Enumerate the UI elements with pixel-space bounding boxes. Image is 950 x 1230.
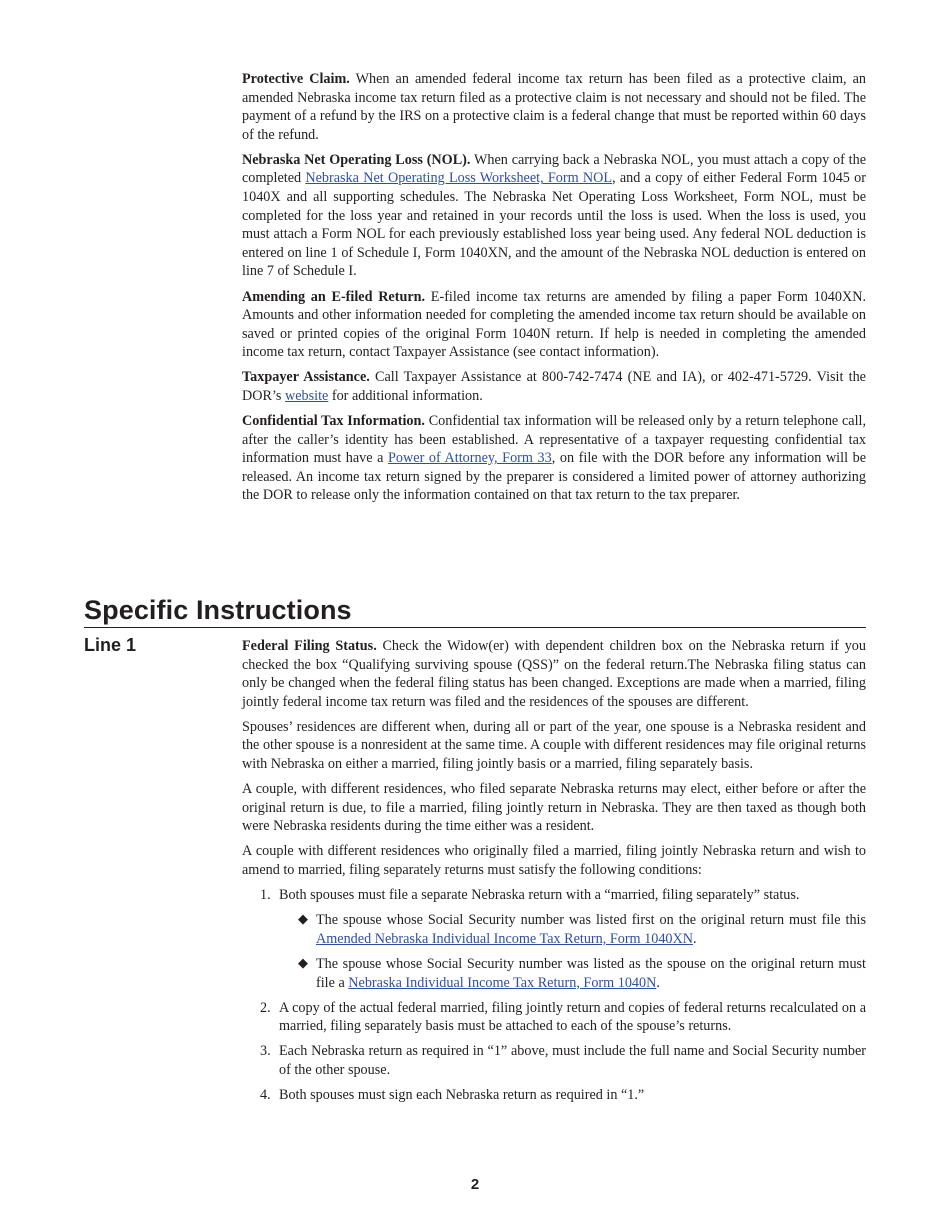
condition-1-bullets	[279, 911, 866, 992]
amending-efiled-heading: Amending an E-filed Return.	[242, 288, 426, 305]
condition-text: Each Nebraska return as required in “1” above, must include the full name and Social Security number of the other spouse.	[279, 1043, 866, 1078]
nol-text-start: When carrying back a Nebraska NOL, you must attach a copy of the completed	[242, 151, 866, 187]
bullet-item	[279, 955, 866, 992]
bullet-text-end: .	[656, 974, 660, 991]
page-number: 2	[470, 1176, 480, 1193]
condition-number: 1.	[260, 887, 271, 904]
taxpayer-assistance-heading: Taxpayer Assistance.	[242, 369, 370, 386]
protective-claim-heading: Protective Claim.	[242, 71, 350, 87]
condition-item	[242, 886, 866, 992]
separate-returns-paragraph: A couple, with different residences, who filed separate Nebraska returns may elect, either before or after the original return is due, to file a married, filing jointly return in Nebraska. They are then taxed as though both were Nebraska residents during the time either was a resident.	[242, 781, 866, 835]
bullet-text-start: The spouse whose Social Security number was listed first on the original return must file this	[316, 912, 866, 929]
line-1-label: Line 1	[84, 635, 137, 655]
diamond-bullet-icon: ◆	[298, 912, 308, 928]
taxpayer-assistance-text-end: for additional information.	[328, 388, 483, 404]
conditions-intro-paragraph: A couple with different residences who originally filed a married, filing jointly Nebraska return and wish to amend to married, filing separately returns must satisfy the following conditions:	[242, 843, 866, 879]
condition-text: Both spouses must sign each Nebraska return as required in “1.”	[279, 1086, 645, 1103]
nol-text-end: , and a copy of either Federal Form 1045 or 1040X and all supporting schedules. The Nebraska Net Operating Loss Worksheet, Form NOL, must be completed for the loss year and retained in your records until the loss is used. When the loss is used, you must attach a Form NOL for each previously established loss year being used. Any federal NOL deduction is entered on line 1 of Schedule I, Form 1040XN, and the amount of the Nebraska NOL deduction is entered on line 7 of Schedule I.	[242, 170, 866, 280]
condition-number: 3.	[260, 1043, 271, 1060]
nol-paragraph	[242, 151, 866, 281]
power-of-attorney-link[interactable]: Power of Attorney, Form 33	[388, 450, 552, 467]
section-heading: Specific Instructions	[84, 593, 866, 628]
taxpayer-assistance-paragraph	[242, 368, 866, 405]
bullet-text-start: The spouse whose Social Security number was listed as the spouse on the original return must file a	[316, 955, 866, 991]
amending-efiled-text: E-filed income tax returns are amended by filing a paper Form 1040XN. Amounts and other information needed for completing the amended income tax return should be available on saved or printed copies of the original Form 1040N return. If help is needed in completing the amended income tax return, contact Taxpayer Assistance (see contact information).	[242, 288, 866, 361]
diamond-bullet-icon: ◆	[298, 955, 308, 971]
condition-item	[242, 1042, 866, 1079]
confidential-info-heading: Confidential Tax Information.	[242, 413, 425, 430]
filing-status-paragraph	[242, 637, 866, 711]
condition-item	[242, 1086, 866, 1105]
condition-number: 4.	[260, 1086, 271, 1103]
condition-text: Both spouses must file a separate Nebraska return with a “married, filing separately” status.	[279, 887, 800, 904]
bullet-text-end: .	[693, 930, 697, 947]
protective-claim-text: When an amended federal income tax return has been filed as a protective claim, an amended Nebraska income tax return filed as a protective claim is not necessary and should not be filed. The payment of a refund by the IRS on a protective claim is a federal change that must be reported within 60 days of the refund.	[242, 71, 866, 143]
form-1040xn-link[interactable]: Amended Nebraska Individual Income Tax Return, Form 1040XN	[316, 930, 693, 947]
taxpayer-assistance-text-start: Call Taxpayer Assistance at 800-742-7474 (NE and IA), or 402-471-5729. Visit the DOR’s	[242, 369, 866, 404]
bullet-item	[279, 911, 866, 948]
filing-status-text: Check the Widow(er) with dependent children box on the Nebraska return if you checked the box “Qualifying surviving spouse (QSS)” on the federal return.The Nebraska filing status can only be changed when the federal filing status has been changed. Exceptions are made when a married, filing jointly federal income tax return was filed and the residences of the spouses are different.	[242, 638, 866, 710]
form-nol-link[interactable]: Nebraska Net Operating Loss Worksheet, Form NOL	[305, 170, 613, 187]
nol-heading: Nebraska Net Operating Loss (NOL).	[242, 151, 471, 168]
form-1040n-link[interactable]: Nebraska Individual Income Tax Return, Form 1040N	[348, 974, 657, 991]
general-instructions-block	[242, 70, 866, 512]
condition-item	[242, 999, 866, 1036]
line-1-instructions	[242, 637, 866, 1111]
confidential-info-paragraph	[242, 412, 866, 505]
conditions-list	[242, 886, 866, 1104]
residences-paragraph: Spouses’ residences are different when, during all or part of the year, one spouse is a Nebraska resident and the other spouse is a nonresident at the same time. A couple with different residences may file original returns with Nebraska on either a married, filing jointly basis or a married, filing separately basis.	[242, 718, 866, 773]
confidential-info-text-start: Confidential tax information will be released only by a return telephone call, after the caller’s identity has been established. A representative of a taxpayer requesting confidential tax information must have a	[242, 413, 866, 467]
dor-website-link[interactable]: website	[284, 388, 329, 404]
filing-status-heading: Federal Filing Status.	[242, 638, 377, 654]
confidential-info-text-end: , on file with the DOR before any information will be released. An income tax return signed by the preparer is considered a limited power of attorney authorizing the DOR to release only the information contained on that tax return to the tax preparer.	[242, 450, 866, 504]
condition-number: 2.	[260, 999, 271, 1016]
protective-claim-paragraph	[242, 70, 866, 144]
amending-efiled-paragraph	[242, 288, 866, 362]
condition-text: A copy of the actual federal married, filing jointly return and copies of federal returns recalculated on a married, filing separately basis must be attached to each of the spouse’s returns.	[279, 999, 866, 1035]
